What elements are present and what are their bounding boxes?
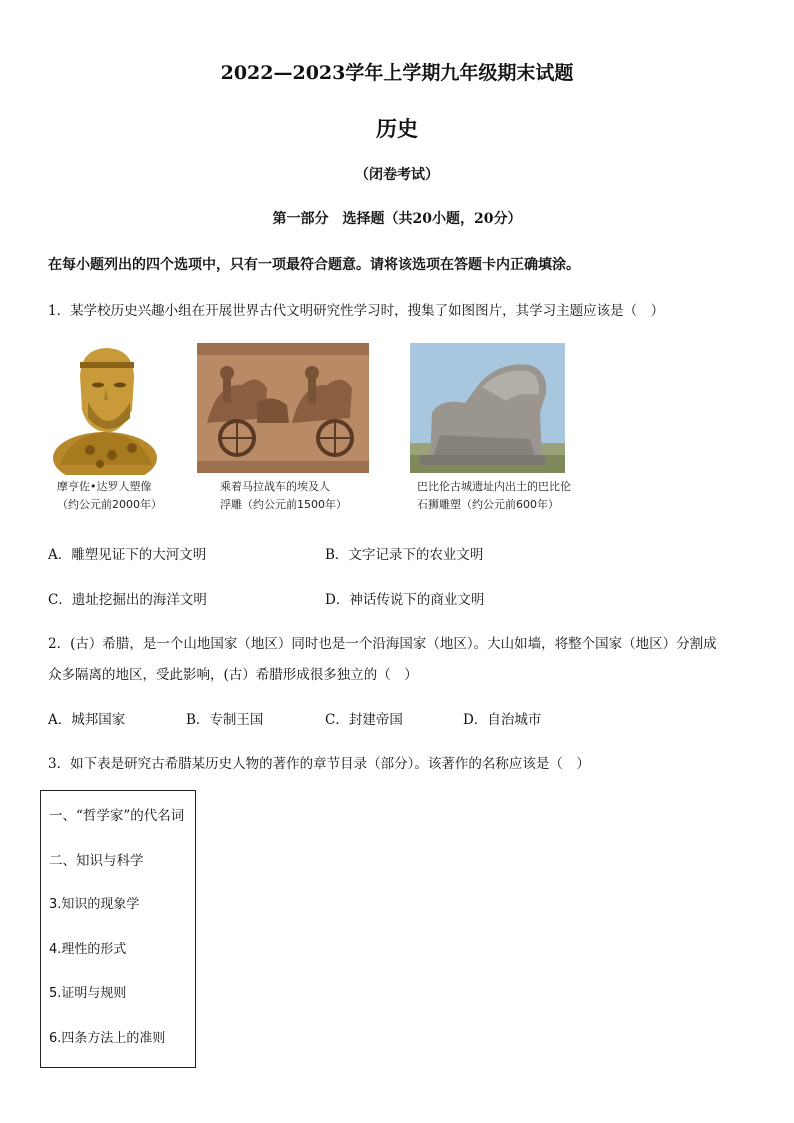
exam-title: 2022—2023学年上学期九年级期末试题 <box>220 62 574 84</box>
image-2-caption <box>220 478 347 514</box>
toc-item: 二、知识与科学 <box>49 853 144 869</box>
caption-line: 巴比伦古城遗址内出土的巴比伦 <box>417 480 571 493</box>
toc-item: 一、“哲学家”的代名词 <box>49 808 185 824</box>
q1-option-d: D．神话传说下的商业文明 <box>325 592 485 608</box>
chariot-relief-image <box>197 343 369 473</box>
caption-line: 摩亨佐•达罗人塑像 <box>57 480 152 493</box>
lion-statue-image <box>410 343 565 473</box>
q1-option-a: A．雕塑见证下的大河文明 <box>48 547 207 563</box>
caption-line: 乘着马拉战车的埃及人 <box>220 480 330 493</box>
priest-king-bust-image <box>50 340 160 475</box>
q2-option-a: A．城邦国家 <box>48 712 126 728</box>
caption-line: （约公元前2000年） <box>57 498 162 511</box>
exam-type: （闭卷考试） <box>355 167 439 183</box>
q1-option-b: B．文字记录下的农业文明 <box>325 547 484 563</box>
question-1-stem: 1．某学校历史兴趣小组在开展世界古代文明研究性学习时，搜集了如图图片，其学习主题应该是（ ） <box>48 303 665 319</box>
caption-line: 浮雕（约公元前1500年） <box>220 498 347 511</box>
subject-title: 历史 <box>376 116 418 141</box>
question-2-stem-line-2: 众多隔离的地区，受此影响，(古）希腊形成很多独立的（ ） <box>48 667 418 683</box>
toc-item: 6.四条方法上的准则 <box>49 1031 166 1046</box>
q2-option-b: B．专制王国 <box>186 712 264 728</box>
toc-item: 3.知识的现象学 <box>49 897 140 912</box>
q2-option-c: C．封建帝国 <box>325 712 403 728</box>
image-1-caption <box>57 478 162 514</box>
q1-option-c: C．遗址挖掘出的海洋文明 <box>48 592 207 608</box>
q2-option-d: D．自治城市 <box>463 712 542 728</box>
part-heading: 第一部分 选择题（共20小题，20分） <box>272 211 522 227</box>
question-2-stem-line-1: 2．(古）希腊，是一个山地国家（地区）同时也是一个沿海国家（地区）。大山如墙，将整个国家（地区）分割成 <box>48 636 717 652</box>
caption-line: 石狮雕塑（约公元前600年） <box>417 498 559 511</box>
table-of-contents-box <box>40 790 196 1068</box>
toc-item: 4.理性的形式 <box>49 942 127 957</box>
instruction-text: 在每小题列出的四个选项中，只有一项最符合题意。请将该选项在答题卡内正确填涂。 <box>48 257 580 273</box>
question-3-stem: 3．如下表是研究古希腊某历史人物的著作的章节目录（部分）。该著作的名称应该是（ ） <box>48 756 590 772</box>
toc-item: 5.证明与规则 <box>49 986 127 1001</box>
image-3-caption <box>417 478 571 514</box>
